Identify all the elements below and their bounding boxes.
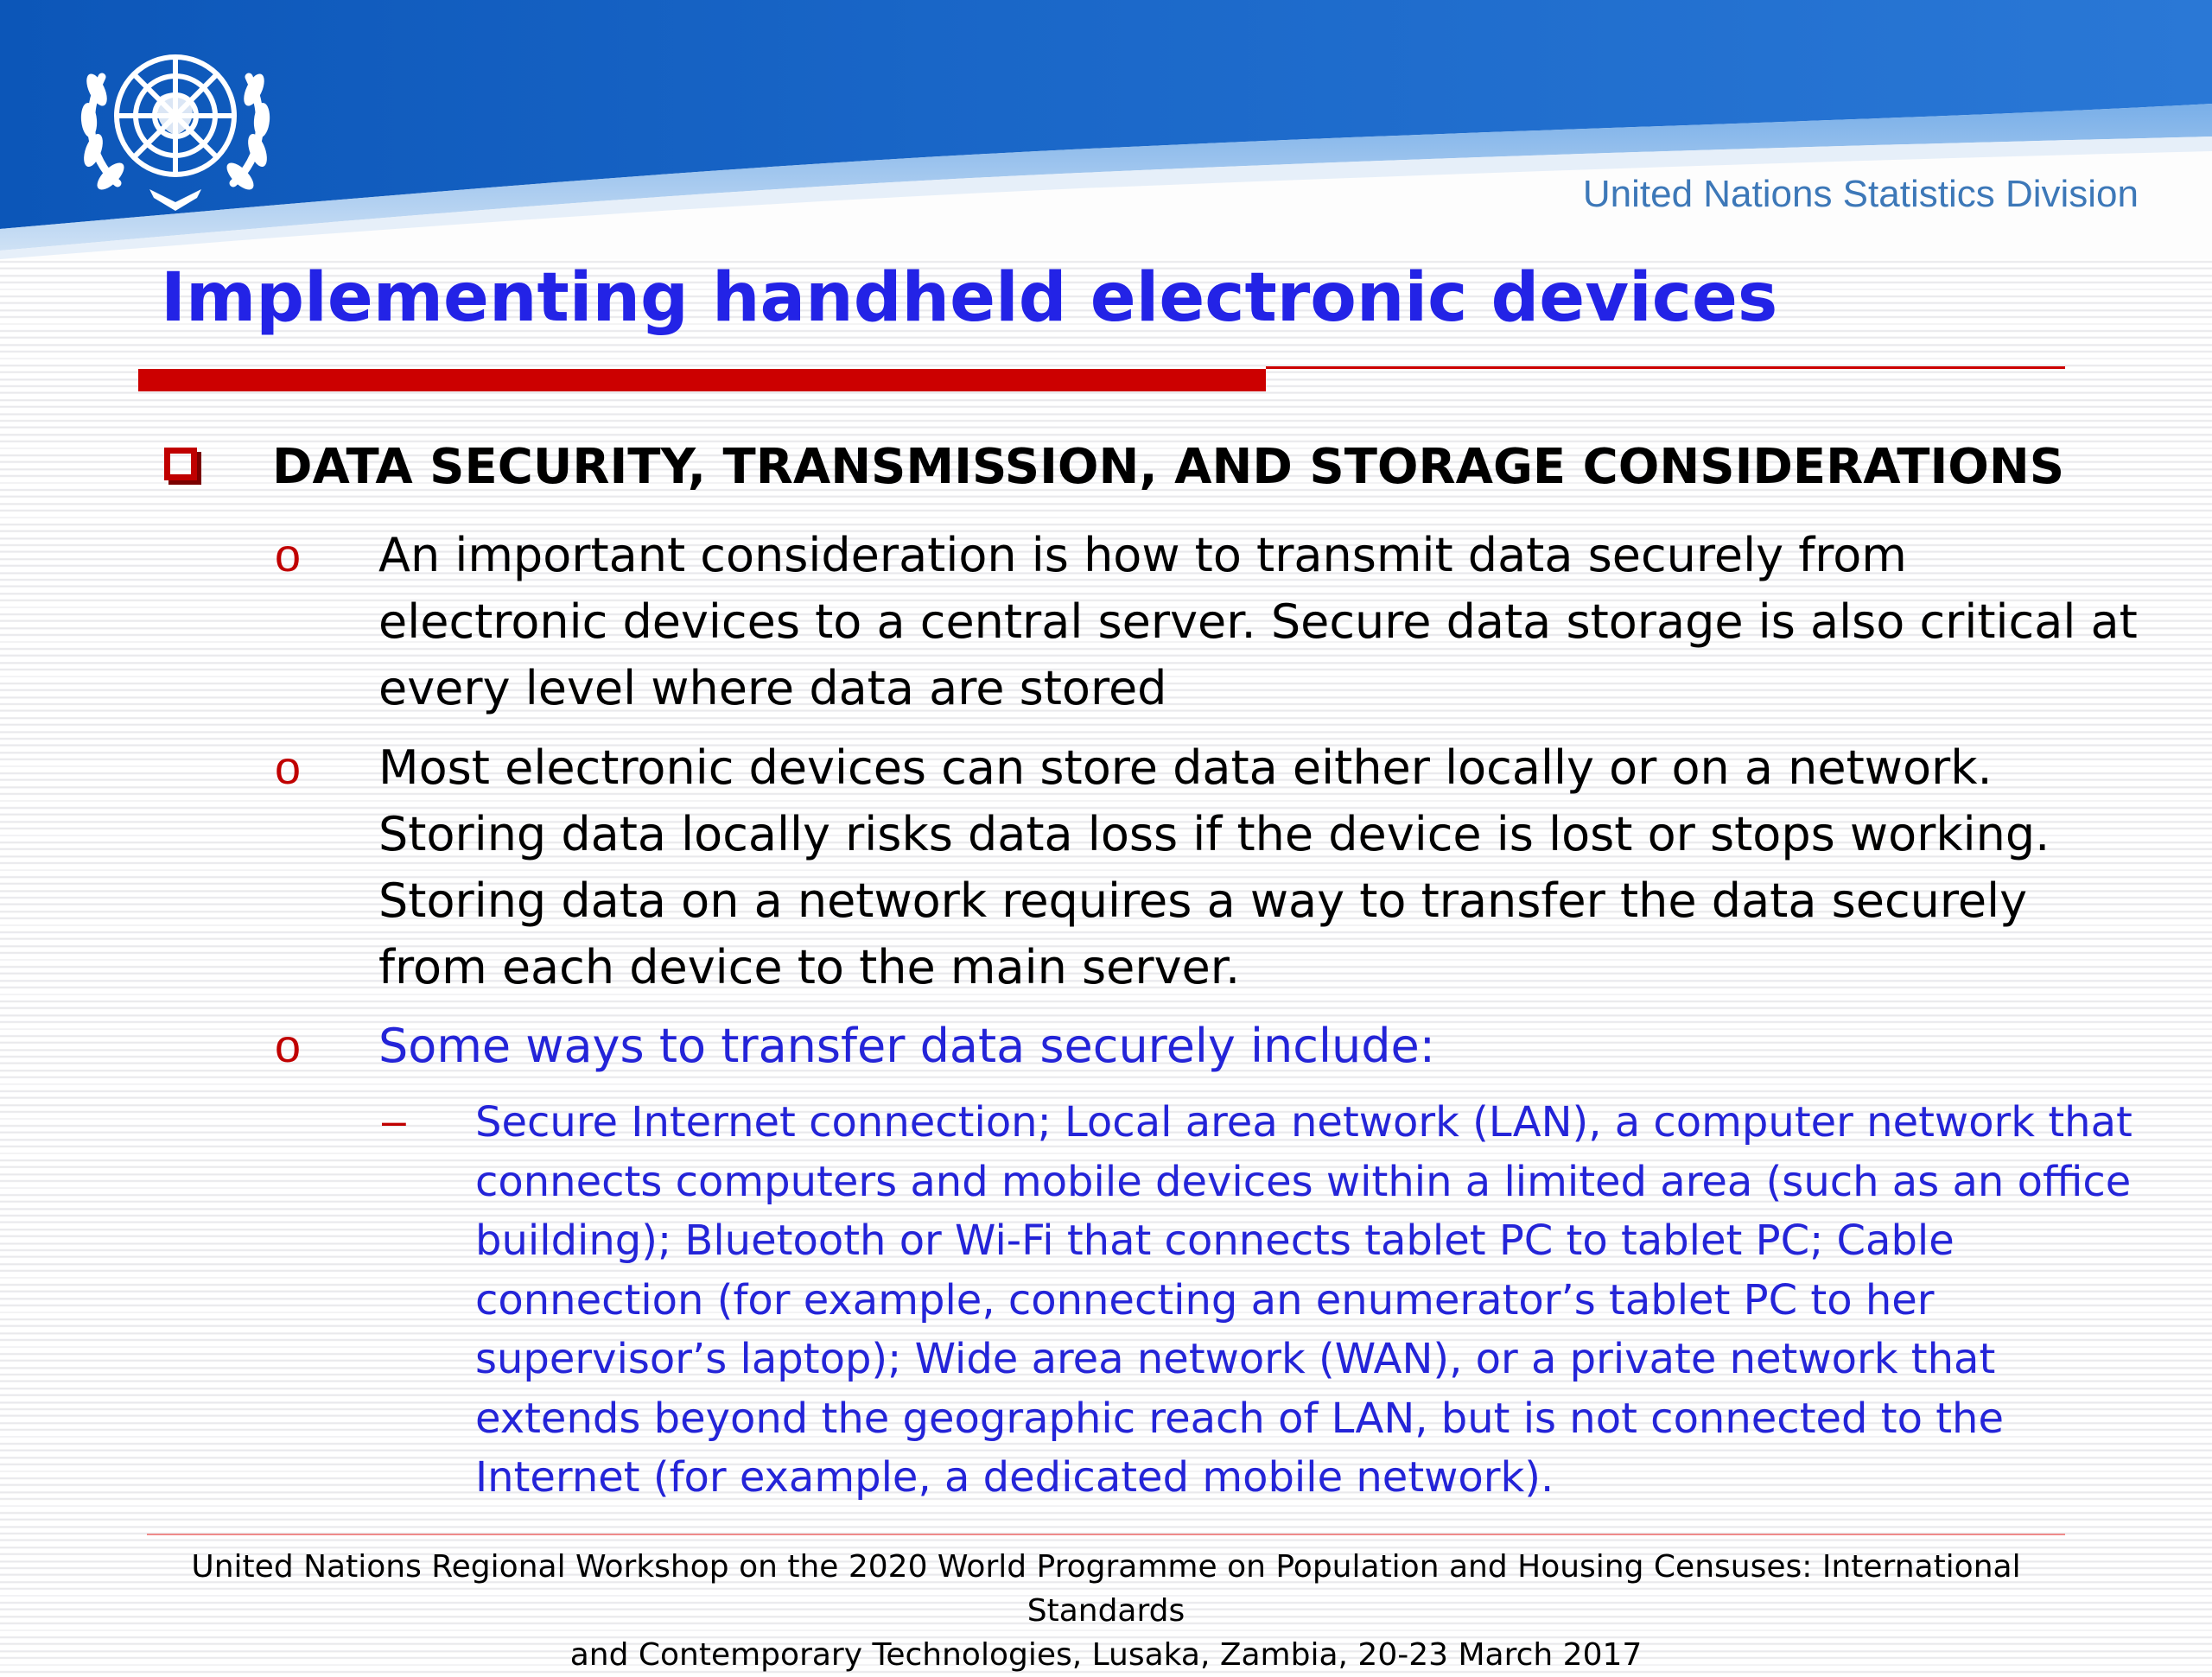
division-name: United Nations Statistics Division [1582, 173, 2139, 215]
sub-bullet-text: Secure Internet connection; Local area network (LAN), a computer network that connects computers and mobile devices within a limited area (such as an office building); Bluetooth or Wi-Fi that connects tablet PC to tablet PC; Cable connection (for example, connecting an enumerator’s tablet PC to her supervisor’s laptop); Wide area network (WAN), or a private network that extends beyond the geographic reach of LAN, but is not connected to the Internet (for example, a dedicated mobile network). [475, 1098, 2133, 1502]
bullet-marker: o [275, 530, 302, 581]
bullet-marker: o [275, 742, 302, 794]
title-underline-thin [1266, 366, 2065, 369]
footer-divider [147, 1534, 2065, 1535]
footer [112, 1545, 2100, 1677]
title-underline-thick [138, 369, 1266, 391]
un-emblem-icon [67, 29, 283, 215]
footer-line-1: United Nations Regional Workshop on the 2020 World Programme on Population and Housing Censuses: International Standards [191, 1549, 2021, 1629]
checkbox-bullet-icon [164, 448, 197, 480]
bullet-text: An important consideration is how to transmit data securely from electronic devices to a central server. Secure data storage is also critical at every level where data are stored [378, 528, 2138, 715]
footer-line-2: and Contemporary Technologies, Lusaka, Zambia, 20-23 March 2017 [569, 1637, 1643, 1673]
slide-title: Implementing handheld electronic devices [161, 259, 1778, 337]
slide-header-banner [0, 0, 2212, 259]
sub-bullet-marker: – [382, 1096, 406, 1145]
header-background [0, 0, 2212, 259]
bullet-text: Some ways to transfer data securely include: [378, 1019, 1435, 1073]
bullet-marker: o [275, 1020, 302, 1072]
bullet-text: Most electronic devices can store data either locally or on a network. Storing data locally risks data loss if the device is lost or stops working. Storing data on a network requires a way to transfer the data securely from each device to the main server. [378, 740, 2050, 994]
section-heading: DATA SECURITY, TRANSMISSION, AND STORAGE CONSIDERATIONS [272, 439, 2065, 495]
